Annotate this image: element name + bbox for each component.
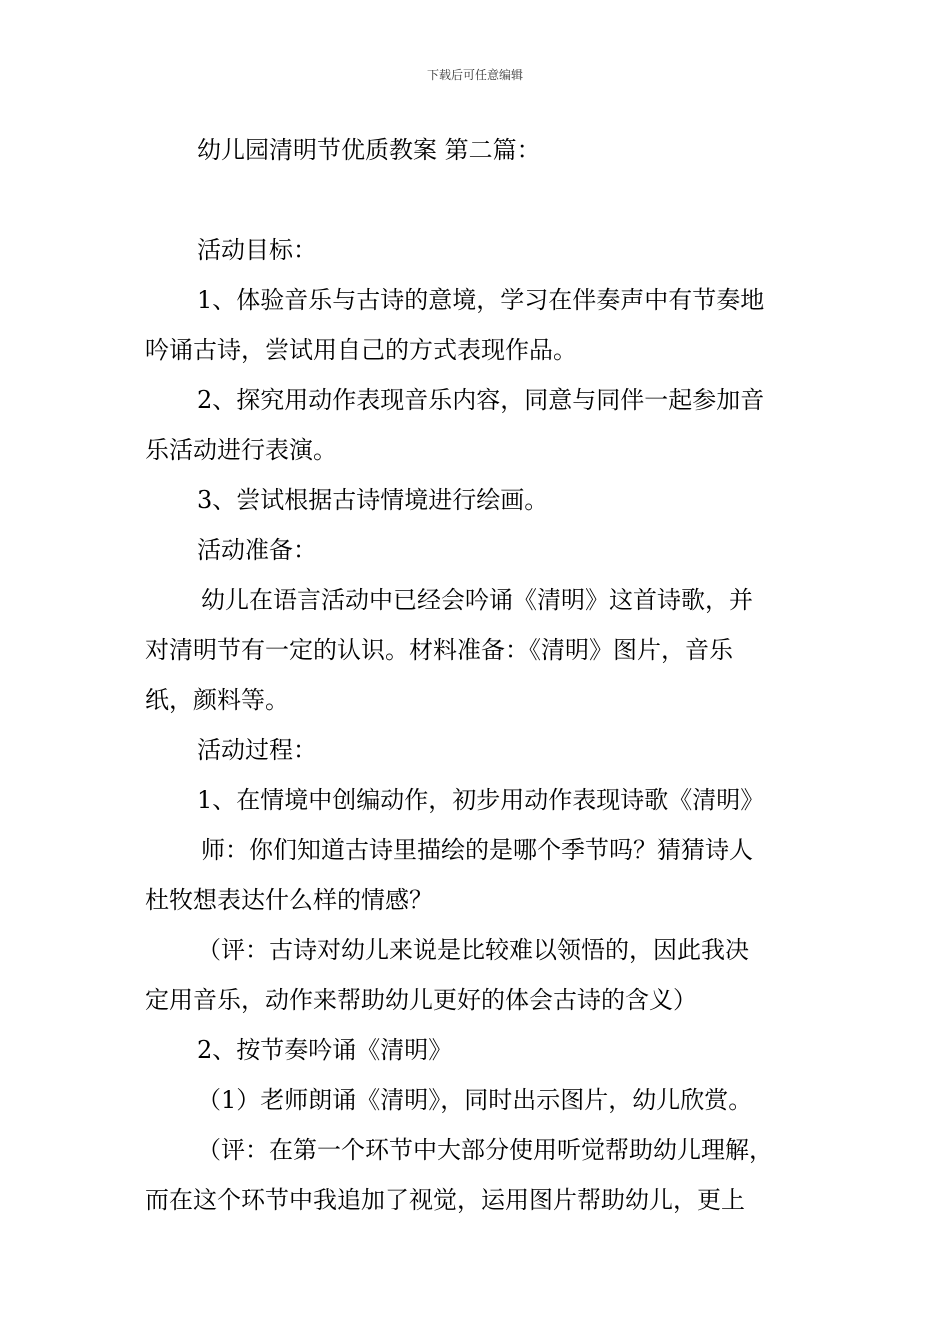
document-title: 幼儿园清明节优质教案 第二篇： — [197, 136, 541, 164]
text-line: 吟诵古诗，尝试用自己的方式表现作品。 — [145, 336, 577, 364]
text-line: 定用音乐，动作来帮助幼儿更好的体会古诗的含义） — [145, 986, 697, 1014]
text-line: 纸，颜料等。 — [145, 686, 289, 714]
page-header: 下载后可任意编辑 — [426, 68, 523, 82]
text-line: （1）老师朗诵《清明》，同时出示图片，幼儿欣赏。 — [197, 1086, 753, 1114]
text-line: 1、体验音乐与古诗的意境，学习在伴奏声中有节奏地 — [197, 286, 765, 314]
section-heading-goals: 活动目标： — [197, 236, 317, 264]
section-heading-preparation: 活动准备： — [197, 536, 317, 564]
text-line: （评：古诗对幼儿来说是比较难以领悟的，因此我决 — [197, 936, 749, 964]
text-line: 师：你们知道古诗里描绘的是哪个季节吗？猜猜诗人 — [201, 836, 753, 864]
text-line: 而在这个环节中我追加了视觉，运用图片帮助幼儿，更上 — [145, 1186, 745, 1214]
section-heading-process: 活动过程： — [197, 736, 317, 764]
text-line: 幼儿在语言活动中已经会吟诵《清明》这首诗歌，并 — [201, 586, 753, 614]
text-line: 1、在情境中创编动作，初步用动作表现诗歌《清明》 — [197, 786, 765, 814]
text-line: 2、按节奏吟诵《清明》 — [197, 1036, 453, 1064]
text-line: 3、尝试根据古诗情境进行绘画。 — [197, 486, 549, 514]
text-line: 对清明节有一定的认识。材料准备：《清明》图片，音乐 — [145, 636, 733, 664]
text-line: 2、探究用动作表现音乐内容，同意与同伴一起参加音 — [197, 386, 765, 414]
text-line: （评：在第一个环节中大部分使用听觉帮助幼儿理解， — [197, 1136, 773, 1164]
text-line: 杜牧想表达什么样的情感？ — [145, 886, 433, 914]
text-line: 乐活动进行表演。 — [145, 436, 337, 464]
